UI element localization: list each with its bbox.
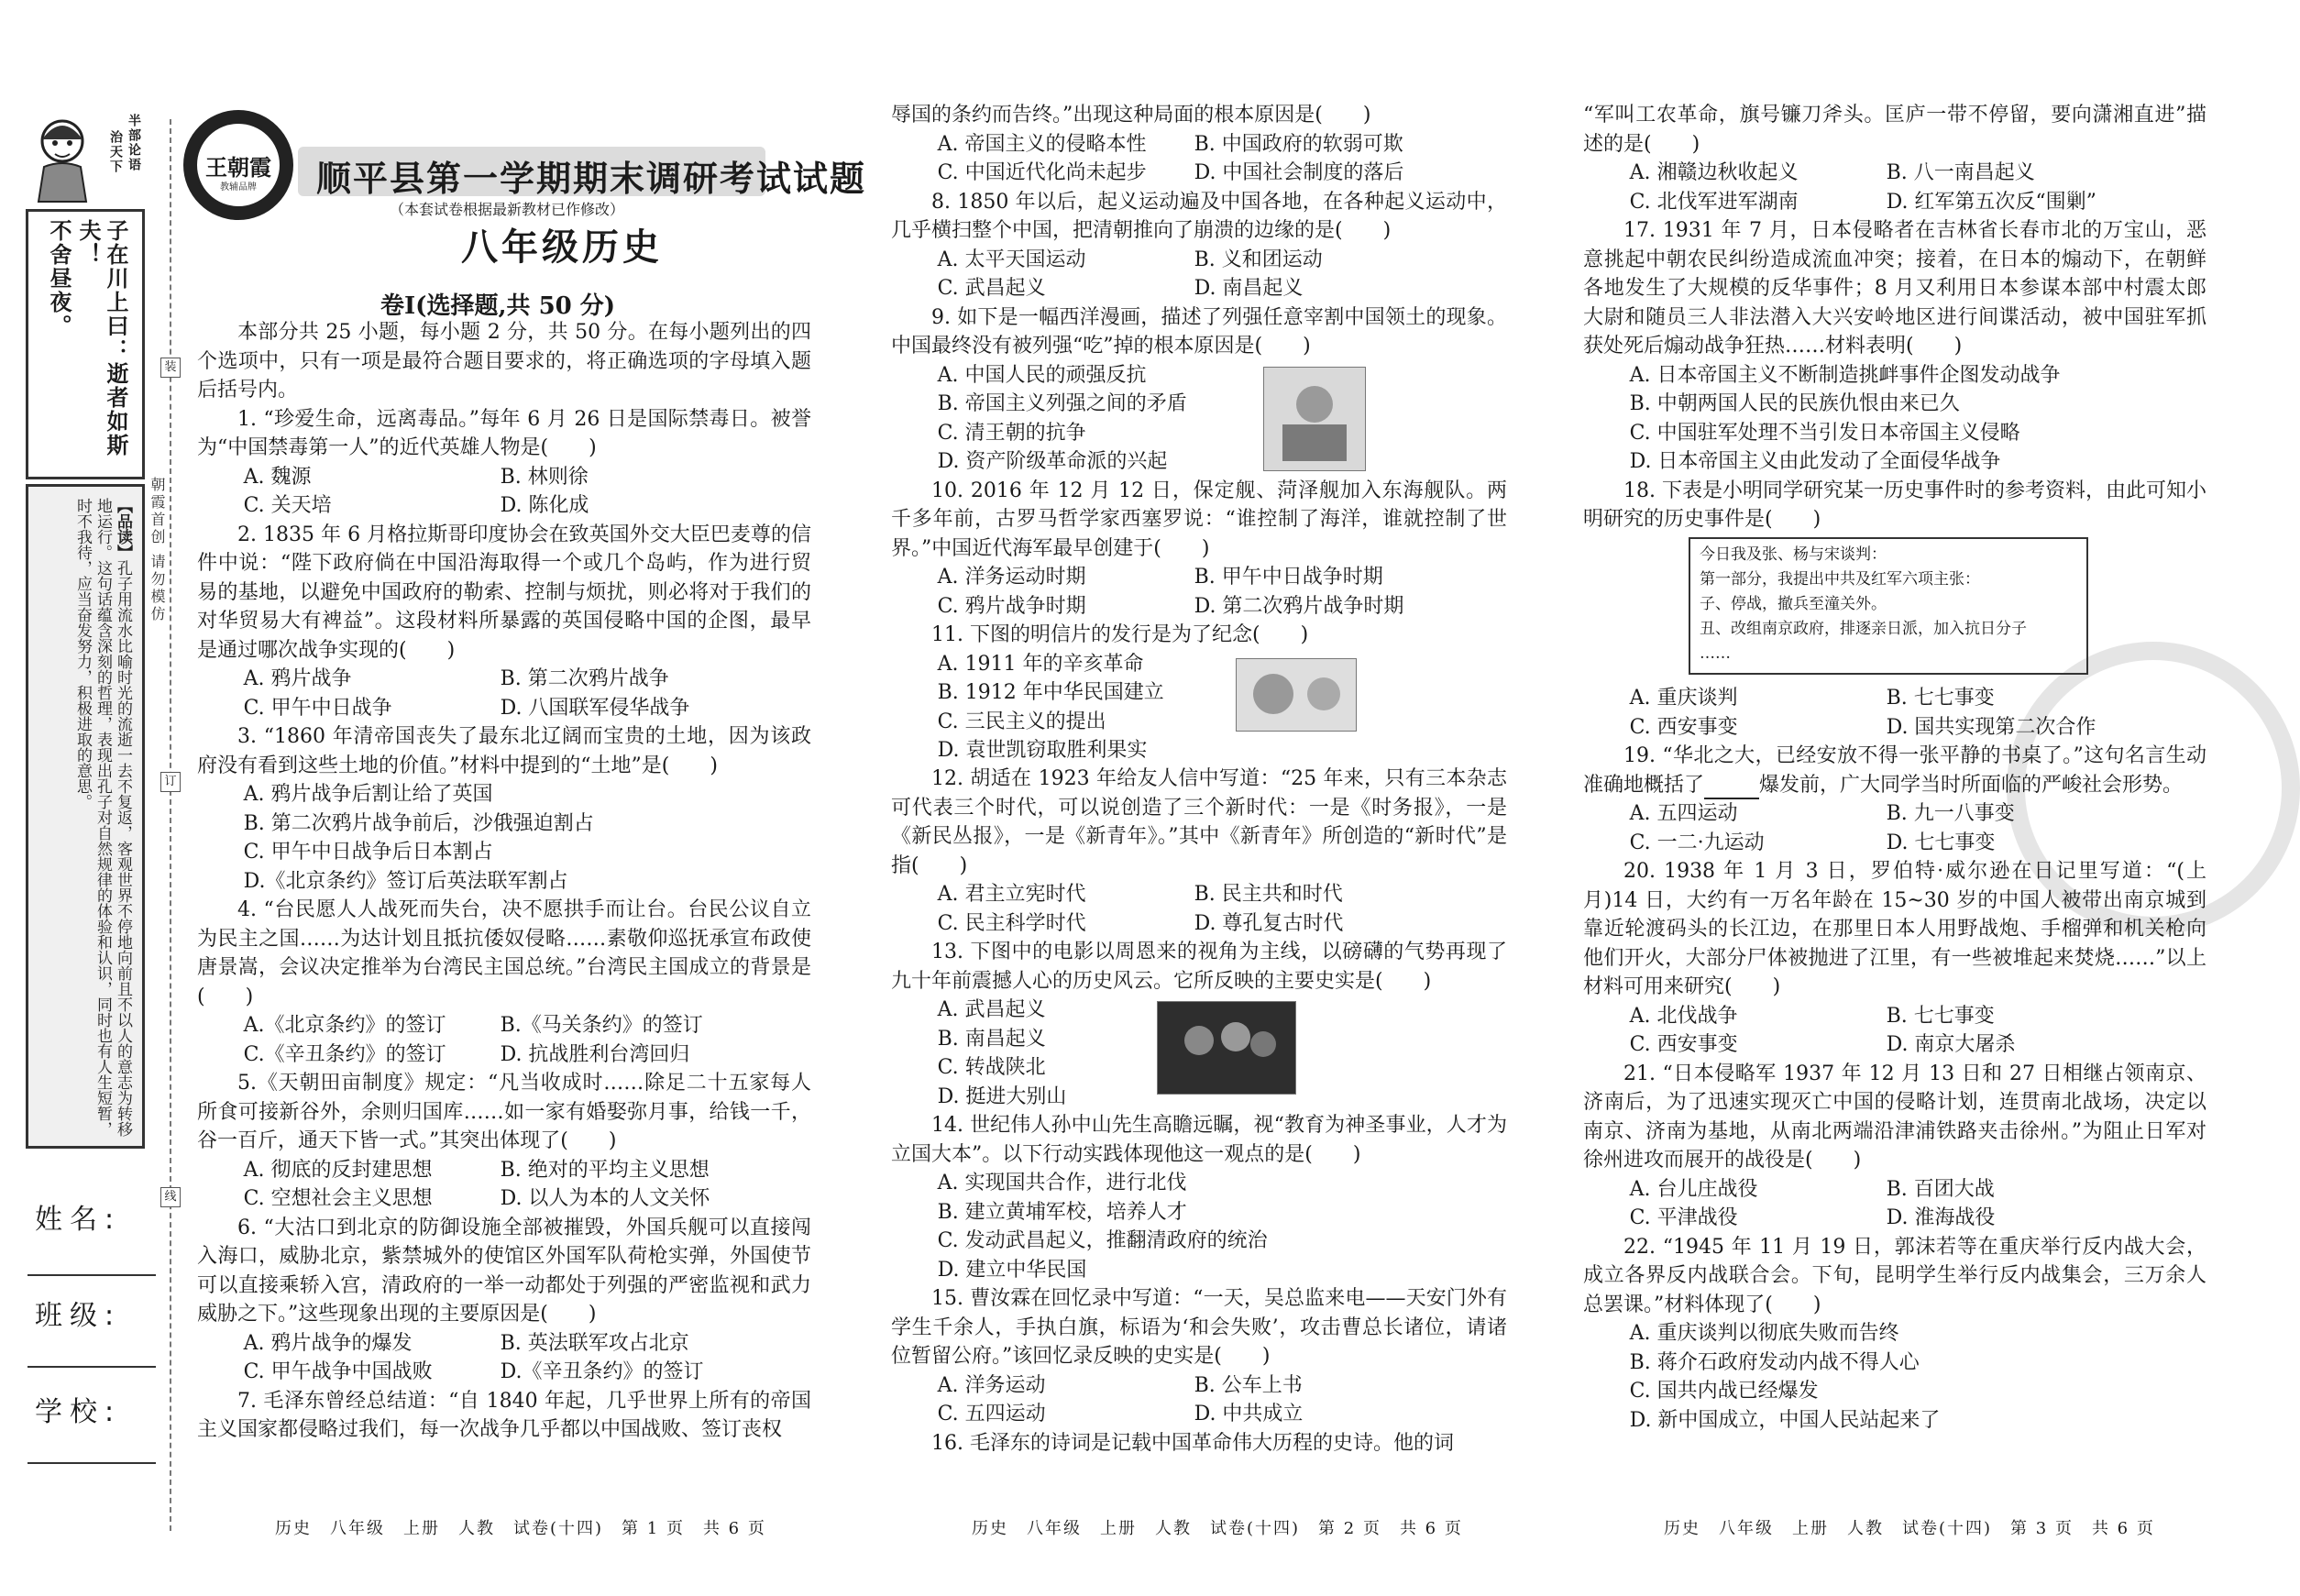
option-text: D. 袁世凯窃取胜利果实 [937, 739, 1148, 762]
option-row [891, 1400, 1507, 1429]
option-text: A. 鸦片战争的爆发 [243, 1331, 413, 1355]
option-row [891, 274, 1507, 303]
option-text: B. 第二次鸦片战争前后，沙俄强迫割占 [243, 811, 594, 835]
question-text: 5.《天朝田亩制度》规定：“凡当收成时……除足二十五家每人所食可接新谷外，余则归国库……如一家有婚娶弥月事，给钱一千，谷一百斤，通天下皆一式。”其突出体现了( ) [197, 1072, 811, 1152]
option-row [891, 909, 1507, 939]
option-text: C. 五四运动 [937, 1403, 1046, 1425]
cartoon-image [1263, 367, 1366, 471]
option-row [1583, 1002, 2206, 1031]
question-text: 21. “日本侵略军 1937 年 12 月 13 日和 27 日相继占领南京、济南后，为了迅速实现灭亡中国的侵略计划，连贯南北战场，决定以南京、济南为基地，从南北两端沿津浦铁路夹击徐州。”为阻止日军对徐州进攻而展开的战役是( ) [1583, 1062, 2206, 1172]
option-row [1583, 159, 2206, 188]
idiom-col-1: 半部论语 [127, 114, 141, 172]
option-text: B. 蒋介石政府发动内战不得人心 [1629, 1350, 1920, 1374]
page-3-column-top [1583, 101, 2206, 534]
option-text: D. 尊孔复古时代 [1194, 911, 1344, 935]
option-text: C. 空想社会主义思想 [243, 1187, 433, 1210]
option-text: C. 西安事变 [1629, 715, 1738, 739]
option-row [891, 880, 1507, 909]
question-continuation: “军叫工农革命，旗号镰刀斧头。匡庐一带不停留，要向潇湘直进”描述的是( ) [1583, 104, 2206, 156]
question-text: 3. “1860 年清帝国丧失了最东北辽阔而宝贵的土地，因为该政府没有看到这些土地的价值。”材料中提到的“土地”是( ) [197, 725, 811, 777]
question-text: 13. 下图中的电影以周恩来的视角为主线，以磅礴的气势再现了九十年前震撼人心的历史风云。它所反映的主要史实是( ) [891, 941, 1507, 993]
option-text: D. 建立中华民国 [937, 1258, 1087, 1282]
sidebar-header [26, 112, 145, 208]
option-text: A. 鸦片战争 [243, 667, 352, 690]
option-text: B. 义和团运动 [1194, 248, 1323, 271]
question-text: 17. 1931 年 7 月，日本侵略者在吉林省长春市北的万宝山，恶意挑起中朝农民纠纷造成流血冲突；接着，在日本的煽动下，在朝鲜各地发生了大规模的反华事件；8 月又利用日本参谋本部中村震太郎大尉和随员三人非法潜入大兴安岭地区进行间谍活动，被中国驻军抓获处死后煽动战争狂热……材料表明( ) [1583, 219, 2206, 358]
option-row [197, 1184, 811, 1214]
option-text: D. 南京大屠杀 [1886, 1033, 2016, 1056]
page-2-column-bottom [891, 765, 1507, 1458]
option-text: B. 八一南昌起义 [1886, 161, 2035, 184]
table-line: 今日我及张、杨与宋谈判： [1700, 545, 1887, 564]
question-text: 9. 如下是一幅西洋漫画，描述了列强任意宰割中国领土的现象。中国最终没有被列强“吃”掉的根本原因是( ) [891, 305, 1507, 358]
logo-inner [194, 121, 282, 209]
option-text: C. 平津战役 [1629, 1206, 1738, 1229]
reading-tag: 【品读】 [114, 498, 132, 560]
option-row [197, 491, 811, 521]
binding-mark-zhuang: 装 [160, 358, 181, 378]
option-text: D.《北京条约》签订后英法联军割占 [243, 869, 568, 893]
option-text: A. 重庆谈判 [1629, 687, 1738, 710]
question-text: 8. 1850 年以后，起义运动遍及中国各地，在各种起义运动中，几乎横扫整个中国，把清朝推向了崩溃的边缘的是( ) [891, 190, 1507, 242]
option-text: C. 甲午中日战争后日本割占 [243, 841, 493, 864]
option-text: D. 陈化成 [500, 494, 589, 517]
page-3-column-bottom [1583, 684, 2206, 1435]
motto-line-2: 不舍昼夜。 [46, 219, 72, 338]
option-text: D.《辛丑条约》的签订 [500, 1360, 704, 1383]
option-text: C. 西安事变 [1629, 1033, 1738, 1056]
option-text: B. 南昌起义 [937, 1027, 1046, 1051]
option-row [197, 665, 811, 694]
postcard-image [1236, 658, 1357, 732]
logo-text: 王朝霞 [205, 154, 271, 181]
option-text: D. 以人为本的人文关怀 [500, 1187, 710, 1210]
question-stem: 19. “华北之大，已经安放不得一张平静的书桌了。”这句名言生动准确地概括了 [1583, 744, 2206, 797]
motto-box [26, 209, 145, 479]
option-text: D. 第二次鸦片战争时期 [1194, 594, 1404, 618]
option-row [1583, 713, 2206, 743]
option-text: A. 重庆谈判以彻底失败而告终 [1629, 1322, 1899, 1345]
movie-poster-image [1157, 1001, 1296, 1095]
option-text: C. 中国近代化尚未起步 [937, 161, 1147, 184]
option-text: D. 日本帝国主义由此发动了全面侵华战争 [1629, 450, 2001, 473]
option-row [1583, 684, 2206, 713]
option-text: A. 洋务运动时期 [937, 566, 1086, 589]
question-stem: 爆发前，广大同学当时所面临的严峻社会形势。 [1759, 773, 2184, 797]
grade-title: 八年级历史 [461, 226, 663, 269]
option-text: C.《辛丑条约》的签订 [243, 1042, 446, 1066]
option-text: A. 北伐战争 [1629, 1004, 1738, 1028]
option-text: B. 帝国主义列强之间的矛盾 [937, 392, 1187, 415]
option-text: B. 林则徐 [500, 465, 589, 489]
brand-logo [183, 110, 293, 220]
option-text: A. 实现国共合作，进行北伐 [937, 1172, 1187, 1194]
school-line [28, 1462, 156, 1464]
option-text: C. 发动武昌起义，推翻清政府的统治 [937, 1229, 1268, 1252]
option-row [1583, 1175, 2206, 1205]
question-text: 11. 下图的明信片的发行是为了纪念( ) [931, 623, 1309, 646]
option-row [197, 1329, 811, 1359]
option-text: C. 中国驻军处理不当引发日本帝国主义侵略 [1629, 421, 2020, 445]
question-text: 6. “大沽口到北京的防御设施全部被摧毁，外国兵舰可以直接闯入海口，威胁北京，紫禁城外的使馆区外国军队荷枪实弹，外国使节可以直接乘轿入宫，清政府的一举一动都处于列强的严密监视和武力威胁之下。”这些现象出现的主要原因是( ) [197, 1216, 811, 1326]
school-label: 学校: [35, 1396, 122, 1428]
option-row [891, 246, 1507, 275]
option-text: A. 彻底的反封建思想 [243, 1158, 433, 1182]
option-text: D. 八国联军侵华战争 [500, 696, 690, 720]
option-text: A. 帝国主义的侵略本性 [937, 132, 1147, 156]
option-text: A. 日本帝国主义不断制造挑衅事件企图发动战争 [1629, 363, 2061, 387]
name-label: 姓名: [35, 1204, 122, 1236]
page-1-footer: 历史 八年级 上册 人教 试卷(十四) 第 1 页 共 6 页 [275, 1519, 766, 1538]
option-text: A. 武昌起义 [937, 998, 1046, 1021]
name-line [28, 1274, 156, 1276]
option-text: A. 鸦片战争后割让给了英国 [243, 783, 493, 806]
question-text: 1. “珍爱生命，远离毒品。”每年 6 月 26 日是国际禁毒日。被誉为“中国禁毒第一人”的近代英雄人物是( ) [197, 407, 811, 459]
option-text: C. 民主科学时代 [937, 911, 1086, 935]
option-row [891, 592, 1507, 622]
option-text: A. 洋务运动 [937, 1373, 1046, 1397]
option-text: C. 武昌起义 [937, 277, 1046, 300]
class-line [28, 1366, 156, 1368]
option-text: A.《北京条约》的签订 [243, 1014, 446, 1037]
option-text: C. 一二·九运动 [1629, 831, 1765, 854]
option-text: B. 绝对的平均主义思想 [500, 1158, 710, 1182]
option-text: B. 中朝两国人民的民族仇恨由来已久 [1629, 392, 1960, 415]
option-text: B. 建立黄埔军校，培养人才 [937, 1200, 1187, 1224]
option-row [197, 1040, 811, 1070]
option-text: D. 抗战胜利台湾回归 [500, 1042, 690, 1066]
option-row [1583, 1030, 2206, 1060]
option-row [1583, 829, 2206, 858]
option-row [1583, 188, 2206, 217]
idiom-col-2: 治天下 [108, 130, 123, 174]
question-text: 16. 毛泽东的诗词是记载中国革命伟大历程的史诗。他的词 [931, 1431, 1454, 1455]
table-line: 第一部分，我提出中共及红军六项主张： [1700, 570, 1980, 589]
question-text: 22. “1945 年 11 月 19 日，郭沫若等在重庆举行反内战大会，成立各界反内战联合会。下旬，昆明学生举行反内战集会，三万余人总罢课。”材料体现了( ) [1583, 1235, 2206, 1316]
logo-subtext: 教辅品牌 [220, 182, 257, 193]
table-line: 子、停战，撤兵至潼关外。 [1700, 595, 1887, 613]
option-row [1583, 1204, 2206, 1233]
option-row [1583, 799, 2206, 829]
option-text: A. 五四运动 [1629, 802, 1738, 825]
option-row [891, 1371, 1507, 1401]
option-row [197, 463, 811, 492]
option-text: C. 清王朝的抗争 [937, 421, 1086, 445]
table-line: …… [1700, 644, 1731, 663]
question-text: 4. “台民愿人人战死而失台，决不愿拱手而让台。台民公议自立为民主之国……为达计划且抵抗倭奴侵略……素敬仰巡抚承宣布政使唐景嵩，会议决定推举为台湾民主国总统。”台湾民主国成立的背景是( ) [197, 898, 811, 1008]
question-text: 7. 毛泽东曾经总结道：“自 1840 年起，几乎世界上所有的帝国主义国家都侵略过我们，每一次战争几乎都以中国战败、签订丧权 [197, 1389, 811, 1441]
question-text [1583, 742, 2206, 799]
option-text: B. 1912 年中华民国建立 [937, 681, 1164, 704]
source-table [1689, 537, 2088, 675]
option-text: B. 百团大战 [1886, 1177, 1995, 1201]
option-text: D. 中国社会制度的落后 [1194, 161, 1404, 184]
option-text: B. 甲午中日战争时期 [1194, 566, 1383, 589]
page-1-column [197, 318, 811, 1445]
section-title: 卷Ⅰ(选择题,共 50 分) [380, 292, 616, 320]
option-row [197, 1011, 811, 1040]
option-text: B. 七七事变 [1886, 687, 1995, 710]
option-text: B. 七七事变 [1886, 1004, 1995, 1028]
option-text: B. 中国政府的软弱可欺 [1194, 132, 1403, 156]
reading-text: 孔子用流水比喻时光的流逝一去不复返，客观世界不停地向前且不以人的意志为转移地运行。这句话蕴含深刻的哲理，表现出孔子对自然规律的体验和认识，同时也有人生短暂，时不我待，应当奋发努力，积极进取的意思。 [73, 498, 132, 1137]
question-text: 10. 2016 年 12 月 12 日，保定舰、菏泽舰加入东海舰队。两千多年前，古罗马哲学家西塞罗说：“谁控制了海洋，谁就控制了世界。”中国近代海军最早创建于( ) [891, 479, 1507, 560]
question-text: 2. 1835 年 6 月格拉斯哥印度协会在致英国外交大臣巴麦尊的信件中说：“陛下政府倘在中国沿海取得一个或几个岛屿，作为进行贸易的基地，以避免中国政府的勒索、控制与烦扰，则必将对于我们的对华贸易大有裨益”。这段材料所暴露的英国侵略中国的企图，最早是通过哪次战争实现的( ) [197, 523, 811, 662]
option-text: C. 转战陕北 [937, 1056, 1046, 1079]
option-text: B. 第二次鸦片战争 [500, 667, 669, 690]
option-text: A. 湘赣边秋收起义 [1629, 161, 1799, 184]
question-text: 14. 世纪伟人孙中山先生高瞻远瞩，视“教育为神圣事业，人才为立国大本”。以下行动实践体现他这一观点的是( ) [891, 1114, 1507, 1166]
option-row [197, 694, 811, 723]
option-text: C. 北伐军进军湖南 [1629, 190, 1799, 214]
question-text: 12. 胡适在 1923 年给友人信中写道：“25 年来，只有三本杂志可代表三个时代，可以说创造了三个新时代：一是《时务报》，一是《新民丛报》，一是《新青年》。”其中《新青年》所创造的“新时代”是指( ) [891, 767, 1507, 877]
option-text: A. 台儿庄战役 [1629, 1177, 1758, 1201]
option-text: D. 七七事变 [1886, 831, 1996, 854]
table-line: 丑、改组南京政府，排逐亲日派，加入抗日分子 [1700, 620, 2027, 638]
cartoon-confucius-image [26, 112, 99, 204]
option-text: A. 君主立宪时代 [937, 883, 1086, 906]
exam-title: 顺平县第一学期期末调研考试试题 [316, 158, 867, 199]
option-row [891, 159, 1507, 188]
option-text: C. 甲午战争中国战败 [243, 1360, 433, 1383]
option-text: A. 魏源 [243, 465, 312, 489]
option-row [891, 563, 1507, 592]
option-text: B.《马关条约》的签订 [500, 1014, 703, 1037]
question-continuation: 辱国的条约而告终。”出现这种局面的根本原因是( ) [891, 104, 1371, 127]
option-text: D. 红军第五次反“围剿” [1886, 190, 2096, 214]
binding-mark-ding: 订 [160, 772, 181, 792]
answer-blank[interactable] [1704, 779, 1759, 799]
option-text: C. 鸦片战争时期 [937, 594, 1086, 618]
option-text: B. 英法联军攻占北京 [500, 1331, 689, 1355]
question-text: 18. 下表是小明同学研究某一历史事件时的参考资料，由此可知小明研究的历史事件是( ) [1583, 479, 2206, 531]
option-text: A. 1911 年的辛亥革命 [937, 652, 1144, 676]
reading-box [26, 484, 145, 1149]
option-text: C. 关天培 [243, 494, 332, 517]
option-text: C. 三民主义的提出 [937, 710, 1106, 733]
question-text: 20. 1938 年 1 月 3 日，罗伯特·威尔逊在日记里写道：“(上月)14 日，大约有一万名年龄在 15~30 岁的中国人被带出南京城到靠近轮渡码头的长江边，在那里日本人用野战炮、手榴弹和机关枪向他们开火，大部分尸体被抛进了江里，有一些被堆起来焚烧……”以上材料可用来研究( ) [1583, 860, 2206, 998]
option-row [197, 1156, 811, 1185]
option-text: D. 国共实现第二次合作 [1886, 715, 2096, 739]
option-text: B. 民主共和时代 [1194, 883, 1343, 906]
page-2-column-top [891, 101, 1507, 765]
copyright-notice: 朝霞首创 请勿模仿 [149, 477, 166, 624]
option-row [197, 1358, 811, 1387]
question-text: 15. 曹汝霖在回忆录中写道：“一天，吴总监来电——天安门外有学生千余人，手执白旗，标语为‘和会失败’，攻击曹总长诸位，请诸位暂留公府。”该回忆录反映的史实是( ) [891, 1287, 1507, 1368]
option-row [891, 130, 1507, 160]
binding-mark-xian: 线 [160, 1187, 181, 1207]
question-text: 本部分共 25 小题，每小题 2 分，共 50 分。在每小题列出的四个选项中，只有一项是最符合题目要求的，将正确选项的字母填入题后括号内。 [197, 321, 811, 402]
exam-subtitle: （本套试卷根据最新教材已作修改） [390, 201, 625, 218]
option-text: B. 九一八事变 [1886, 802, 2015, 825]
binding-line [170, 119, 171, 1531]
option-text: A. 太平天国运动 [937, 248, 1086, 271]
option-text: D. 淮海战役 [1886, 1206, 1996, 1229]
option-text: D. 挺进大别山 [937, 1084, 1067, 1108]
motto-line-1: 子在川上曰：逝者如斯夫！ [75, 219, 129, 457]
option-text: D. 中共成立 [1194, 1403, 1304, 1425]
class-label: 班级: [35, 1300, 122, 1332]
option-text: B. 公车上书 [1194, 1373, 1303, 1397]
option-text: D. 新中国成立，中国人民站起来了 [1629, 1408, 1941, 1432]
page-2-footer: 历史 八年级 上册 人教 试卷(十四) 第 2 页 共 6 页 [972, 1519, 1463, 1538]
option-text: A. 中国人民的顽强反抗 [937, 363, 1147, 387]
option-text: C. 国共内战已经爆发 [1629, 1380, 1819, 1403]
option-text: D. 资产阶级革命派的兴起 [937, 450, 1168, 473]
page-3-footer: 历史 八年级 上册 人教 试卷(十四) 第 3 页 共 6 页 [1664, 1519, 2155, 1538]
reading-content [72, 498, 133, 1139]
option-text: C. 甲午中日战争 [243, 696, 392, 720]
option-text: D. 南昌起义 [1194, 277, 1304, 300]
